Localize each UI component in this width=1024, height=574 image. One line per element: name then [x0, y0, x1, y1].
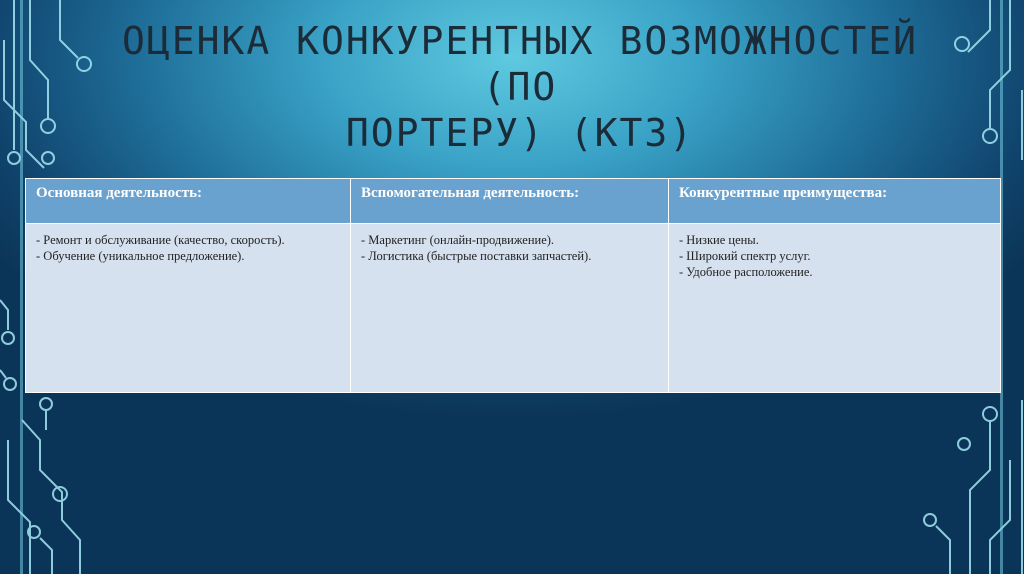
cell-support-activities — [351, 224, 669, 393]
porter-table — [25, 178, 1001, 393]
table-row — [26, 224, 1001, 393]
table-header-row — [26, 179, 1001, 224]
list-item: - Широкий спектр услуг. — [679, 249, 811, 263]
header-competitive-advantages: Конкурентные преимущества: — [669, 179, 1001, 224]
cell-primary-activities — [26, 224, 351, 393]
slide-title-line-2: ПОРТЕРУ) (КТ3) — [345, 111, 695, 155]
header-primary-activities: Основная деятельность: — [26, 179, 351, 224]
list-item: - Обучение (уникальное предложение). — [36, 249, 245, 263]
slide-title — [80, 18, 960, 156]
list-item: - Удобное расположение. — [679, 265, 813, 279]
list-item: - Ремонт и обслуживание (качество, скорость). — [36, 233, 285, 247]
list-item: - Логистика (быстрые поставки запчастей). — [361, 249, 592, 263]
slide-title-line-1: ОЦЕНКА КОНКУРЕНТНЫХ ВОЗМОЖНОСТЕЙ (ПО — [121, 19, 919, 109]
header-support-activities: Вспомогательная деятельность: — [351, 179, 669, 224]
list-item: - Низкие цены. — [679, 233, 759, 247]
cell-competitive-advantages — [669, 224, 1001, 393]
list-item: - Маркетинг (онлайн-продвижение). — [361, 233, 555, 247]
